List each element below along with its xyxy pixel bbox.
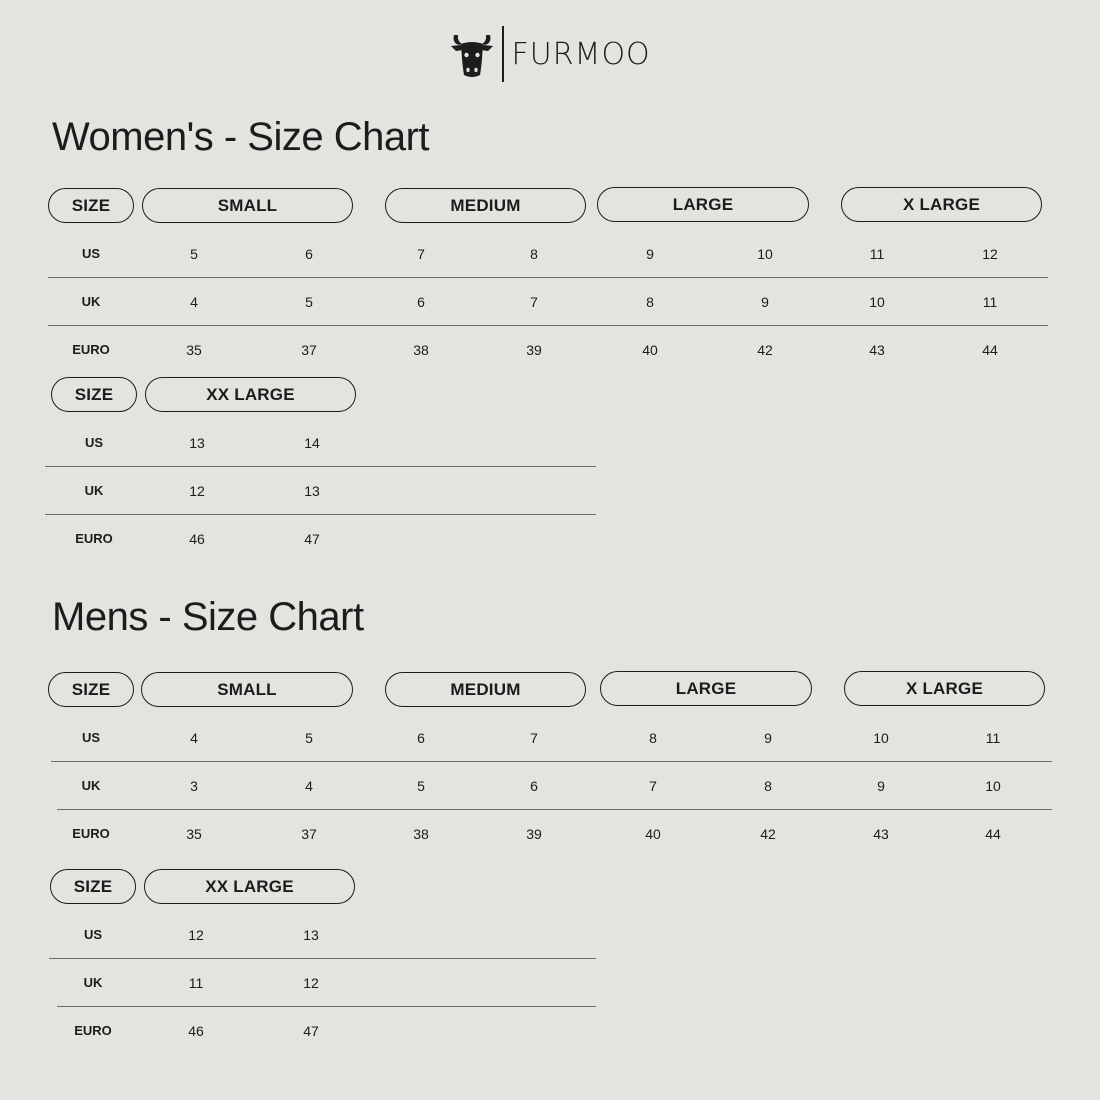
row-label-uk: UK xyxy=(81,778,101,793)
women-xx-row-divider xyxy=(45,466,596,467)
size-cell-uk: 11 xyxy=(982,294,998,310)
row-label-us: US xyxy=(81,730,101,745)
row-label-euro: EURO xyxy=(72,826,110,841)
men-large-header: LARGE xyxy=(600,671,812,706)
logo-divider xyxy=(502,26,504,82)
size-cell-us: 10 xyxy=(757,246,773,262)
size-cell-us: 9 xyxy=(646,246,654,262)
size-cell-us: 7 xyxy=(417,246,425,262)
size-cell-euro: 39 xyxy=(526,826,542,842)
men-title: Mens - Size Chart xyxy=(52,595,364,639)
men-medium-header: MEDIUM xyxy=(385,672,586,707)
row-label-uk: UK xyxy=(83,975,103,990)
size-cell-euro: 46 xyxy=(189,531,205,547)
size-cell-uk: 9 xyxy=(761,294,769,310)
size-cell-euro: 38 xyxy=(413,826,429,842)
size-cell-euro: 47 xyxy=(304,531,320,547)
size-cell-us: 5 xyxy=(305,730,313,746)
size-cell-us: 11 xyxy=(985,730,1001,746)
women-small-header: SMALL xyxy=(142,188,353,223)
brand-name: FURMOO xyxy=(511,36,651,72)
men-xlarge-header: X LARGE xyxy=(844,671,1045,706)
row-label-uk: UK xyxy=(84,483,104,498)
women-row-divider xyxy=(48,277,1048,278)
women-xxlarge-header: XX LARGE xyxy=(145,377,356,412)
size-cell-euro: 35 xyxy=(186,342,202,358)
size-cell-us: 11 xyxy=(869,246,885,262)
size-cell-euro: 38 xyxy=(413,342,429,358)
size-cell-uk: 3 xyxy=(190,778,198,794)
size-cell-us: 8 xyxy=(649,730,657,746)
size-cell-uk: 8 xyxy=(646,294,654,310)
size-cell-us: 9 xyxy=(764,730,772,746)
cow-head-icon xyxy=(450,29,494,79)
size-cell-euro: 42 xyxy=(757,342,773,358)
row-label-uk: UK xyxy=(81,294,101,309)
women-row-divider xyxy=(48,325,1048,326)
size-cell-euro: 44 xyxy=(985,826,1001,842)
men-small-header: SMALL xyxy=(141,672,353,707)
size-cell-euro: 40 xyxy=(642,342,658,358)
size-cell-uk: 5 xyxy=(417,778,425,794)
brand-logo xyxy=(450,26,651,82)
size-cell-uk: 12 xyxy=(189,483,205,499)
size-cell-euro: 46 xyxy=(188,1023,204,1039)
size-cell-us: 8 xyxy=(530,246,538,262)
women-large-header: LARGE xyxy=(597,187,809,222)
women-xx-row-divider xyxy=(45,514,596,515)
size-cell-us: 14 xyxy=(304,435,320,451)
row-label-euro: EURO xyxy=(74,1023,112,1038)
row-label-us: US xyxy=(83,927,103,942)
women-medium-header: MEDIUM xyxy=(385,188,586,223)
size-cell-us: 6 xyxy=(417,730,425,746)
size-cell-uk: 6 xyxy=(417,294,425,310)
row-label-us: US xyxy=(84,435,104,450)
row-label-us: US xyxy=(81,246,101,261)
size-cell-uk: 6 xyxy=(530,778,538,794)
men-xx-row-divider xyxy=(57,1006,596,1007)
size-cell-uk: 7 xyxy=(649,778,657,794)
size-cell-euro: 37 xyxy=(301,342,317,358)
men-xx-row-divider xyxy=(49,958,596,959)
size-cell-uk: 9 xyxy=(877,778,885,794)
size-cell-euro: 37 xyxy=(301,826,317,842)
size-cell-us: 6 xyxy=(305,246,313,262)
size-cell-uk: 7 xyxy=(530,294,538,310)
size-cell-us: 13 xyxy=(303,927,319,943)
size-cell-euro: 40 xyxy=(645,826,661,842)
size-cell-uk: 10 xyxy=(985,778,1001,794)
size-cell-euro: 35 xyxy=(186,826,202,842)
women-size-header: SIZE xyxy=(48,188,134,223)
women-title: Women's - Size Chart xyxy=(52,115,430,159)
men-row-divider xyxy=(57,809,1052,810)
size-cell-euro: 47 xyxy=(303,1023,319,1039)
row-label-euro: EURO xyxy=(75,531,113,546)
size-cell-uk: 12 xyxy=(303,975,319,991)
men-row-divider xyxy=(51,761,1052,762)
women-xlarge-header: X LARGE xyxy=(841,187,1042,222)
size-cell-uk: 5 xyxy=(305,294,313,310)
men-xxlarge-header: XX LARGE xyxy=(144,869,355,904)
men-size-header: SIZE xyxy=(48,672,134,707)
size-cell-uk: 4 xyxy=(190,294,198,310)
size-cell-uk: 8 xyxy=(764,778,772,794)
size-cell-us: 12 xyxy=(982,246,998,262)
size-cell-uk: 10 xyxy=(869,294,885,310)
size-cell-us: 12 xyxy=(188,927,204,943)
size-cell-euro: 43 xyxy=(869,342,885,358)
size-cell-us: 4 xyxy=(190,730,198,746)
size-cell-us: 10 xyxy=(873,730,889,746)
men-xx-size-header: SIZE xyxy=(50,869,136,904)
size-cell-uk: 11 xyxy=(188,975,204,991)
size-cell-euro: 42 xyxy=(760,826,776,842)
size-cell-us: 5 xyxy=(190,246,198,262)
size-cell-uk: 4 xyxy=(305,778,313,794)
women-xx-size-header: SIZE xyxy=(51,377,137,412)
size-cell-us: 7 xyxy=(530,730,538,746)
size-cell-euro: 39 xyxy=(526,342,542,358)
size-cell-euro: 44 xyxy=(982,342,998,358)
row-label-euro: EURO xyxy=(72,342,110,357)
size-cell-us: 13 xyxy=(189,435,205,451)
size-cell-euro: 43 xyxy=(873,826,889,842)
size-cell-uk: 13 xyxy=(304,483,320,499)
